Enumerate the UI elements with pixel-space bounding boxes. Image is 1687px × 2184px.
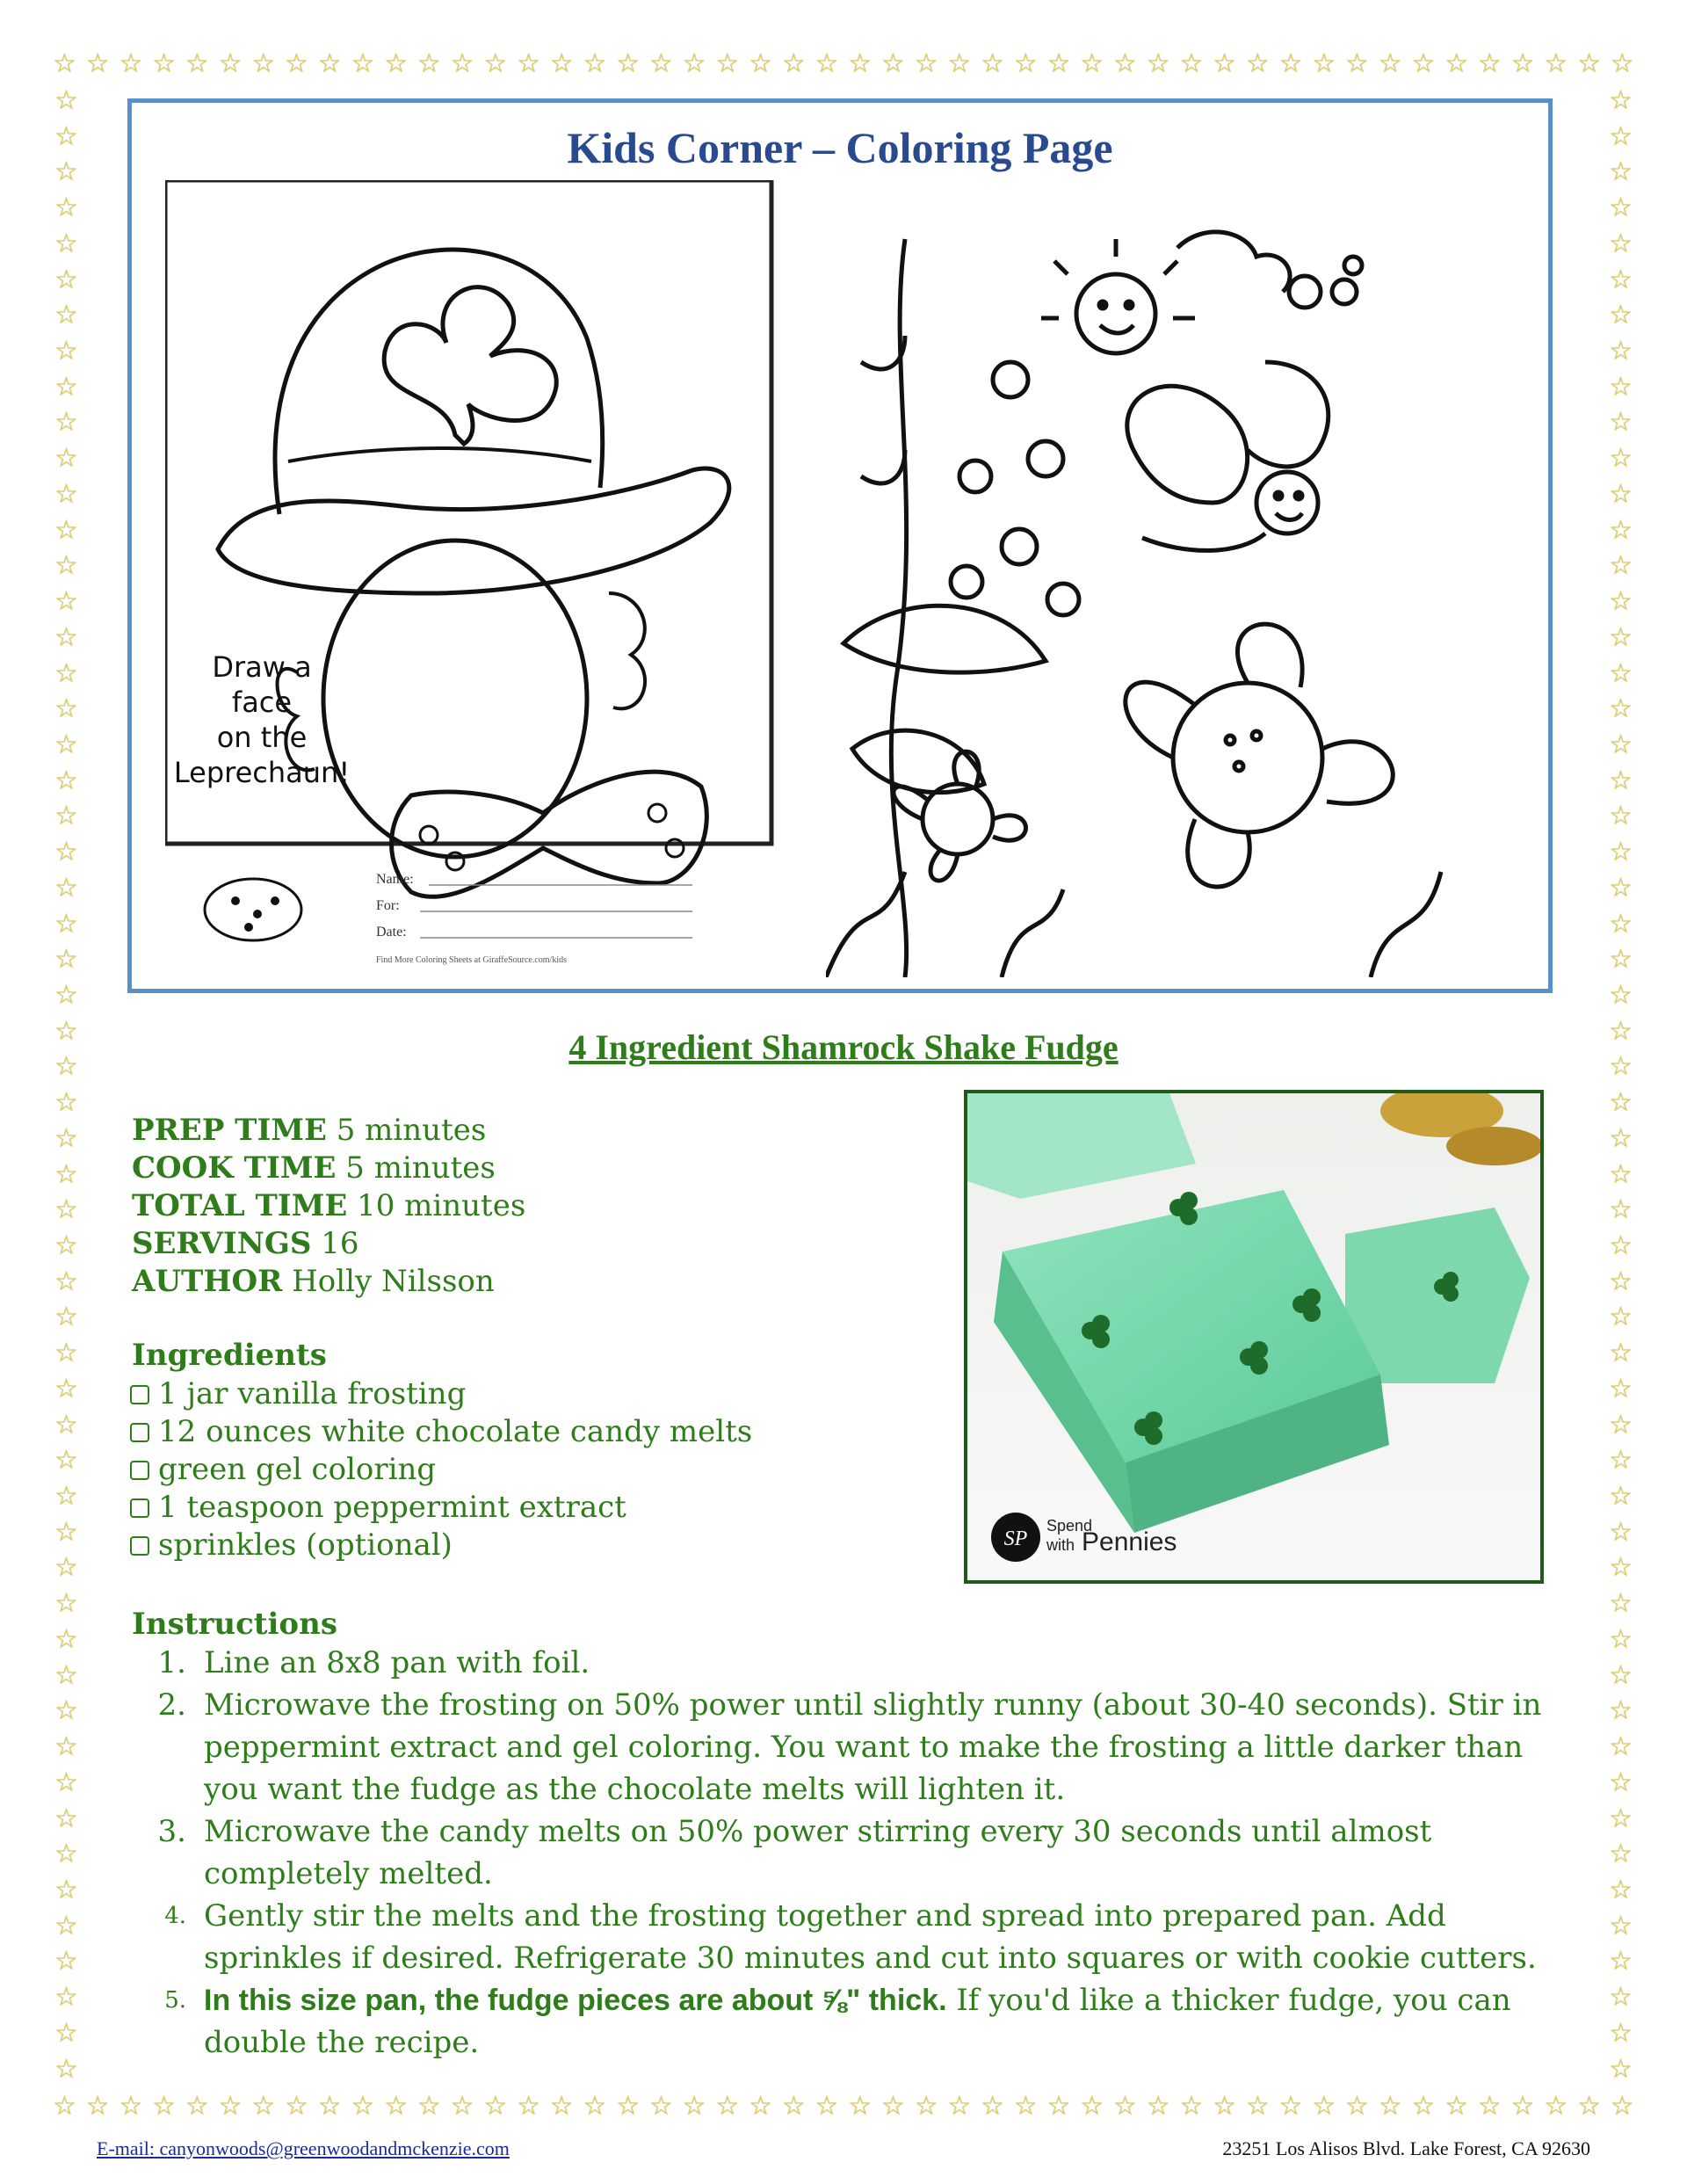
star-icon: ☆ — [1609, 1230, 1633, 1261]
leprechaun-caption-3: on the — [216, 721, 308, 754]
star-icon: ☆ — [1610, 2091, 1634, 2122]
star-icon: ☆ — [54, 1266, 78, 1297]
star-icon: ☆ — [781, 2091, 806, 2122]
star-icon: ☆ — [54, 979, 78, 1011]
ingredients-heading: Ingredients — [132, 1338, 327, 1373]
star-icon: ☆ — [450, 48, 474, 79]
star-icon: ☆ — [54, 944, 78, 976]
star-icon: ☆ — [1609, 1552, 1633, 1584]
star-icon: ☆ — [947, 2091, 972, 2122]
star-icon: ☆ — [54, 1659, 78, 1691]
star-icon: ☆ — [1609, 1445, 1633, 1477]
checkbox[interactable] — [130, 1385, 149, 1404]
star-icon: ☆ — [914, 48, 938, 79]
star-icon: ☆ — [1477, 48, 1502, 79]
star-icon: ☆ — [1609, 586, 1633, 618]
star-icon: ☆ — [715, 48, 740, 79]
kids-corner-box — [127, 98, 1553, 993]
star-icon: ☆ — [1013, 48, 1038, 79]
star-icon: ☆ — [1278, 2091, 1303, 2122]
star-icon: ☆ — [483, 2091, 508, 2122]
star-icon: ☆ — [1312, 48, 1336, 79]
meta-value: 5 minutes — [336, 1113, 487, 1148]
star-icon: ☆ — [1609, 729, 1633, 760]
star-icon: ☆ — [1510, 48, 1535, 79]
star-icon: ☆ — [1609, 336, 1633, 367]
star-icon: ☆ — [1609, 693, 1633, 725]
fudge-photo — [964, 1090, 1544, 1584]
star-icon: ☆ — [54, 336, 78, 367]
star-icon: ☆ — [1609, 1194, 1633, 1226]
star-icon: ☆ — [483, 48, 508, 79]
star-icon: ☆ — [1609, 1910, 1633, 1941]
star-icon: ☆ — [54, 693, 78, 725]
star-icon: ☆ — [1609, 1516, 1633, 1548]
star-icon: ☆ — [1609, 192, 1633, 224]
star-border-left — [54, 85, 78, 2085]
star-icon: ☆ — [549, 2091, 574, 2122]
step-number: 5. — [164, 1987, 186, 2013]
star-icon: ☆ — [54, 765, 78, 796]
meta-row-prep — [132, 1112, 525, 1150]
star-icon: ☆ — [285, 48, 308, 79]
star-icon: ☆ — [185, 48, 209, 79]
star-icon: ☆ — [1609, 908, 1633, 940]
star-icon: ☆ — [54, 156, 78, 188]
instruction-step — [132, 1684, 1555, 1810]
star-icon: ☆ — [54, 1409, 78, 1440]
ingredient-item — [130, 1413, 752, 1451]
star-icon: ☆ — [1609, 872, 1633, 903]
star-icon: ☆ — [1378, 48, 1402, 79]
star-icon: ☆ — [1609, 85, 1633, 116]
star-icon: ☆ — [616, 2091, 641, 2122]
ingredient-item — [130, 1489, 752, 1527]
leprechaun-caption-4: Leprechaun! — [173, 756, 351, 789]
star-icon: ☆ — [1609, 1266, 1633, 1297]
star-icon: ☆ — [517, 48, 540, 79]
star-icon: ☆ — [54, 443, 78, 475]
star-icon: ☆ — [1146, 2091, 1170, 2122]
star-icon: ☆ — [351, 48, 375, 79]
star-icon: ☆ — [384, 48, 409, 79]
step-rest-text: If you'd like a thicker fudge, you can double the recipe. — [204, 1983, 1511, 2060]
star-icon: ☆ — [1577, 2091, 1601, 2122]
star-icon: ☆ — [54, 1194, 78, 1226]
form-label-for: For: — [376, 898, 400, 913]
meta-row-total — [132, 1187, 525, 1225]
star-icon: ☆ — [54, 1230, 78, 1261]
footer-email-link[interactable]: E-mail: canyonwoods@greenwoodandmckenzie.com — [97, 2137, 510, 2159]
star-icon: ☆ — [1609, 621, 1633, 653]
leprechaun-coloring-sheet — [165, 180, 780, 971]
star-icon: ☆ — [616, 48, 641, 79]
star-icon: ☆ — [54, 192, 78, 224]
star-icon: ☆ — [1013, 2091, 1038, 2122]
star-icon: ☆ — [53, 48, 76, 79]
meta-label: PREP TIME — [132, 1113, 327, 1148]
star-icon: ☆ — [54, 729, 78, 760]
star-border-right — [1609, 85, 1633, 2085]
star-icon: ☆ — [682, 2091, 706, 2122]
star-icon: ☆ — [1609, 1623, 1633, 1655]
star-icon: ☆ — [54, 1552, 78, 1584]
star-icon: ☆ — [1411, 2091, 1436, 2122]
star-icon: ☆ — [218, 2091, 243, 2122]
star-icon: ☆ — [1213, 48, 1237, 79]
star-icon: ☆ — [1609, 1659, 1633, 1691]
star-icon: ☆ — [1245, 2091, 1270, 2122]
star-icon: ☆ — [54, 1015, 78, 1047]
star-icon: ☆ — [1577, 48, 1601, 79]
meta-label: TOTAL TIME — [132, 1188, 348, 1223]
star-icon: ☆ — [218, 48, 243, 79]
star-icon: ☆ — [317, 48, 342, 79]
watermark-line1: Spend — [1046, 1517, 1093, 1535]
step-text: Line an 8x8 pan with foil. — [204, 1645, 590, 1680]
star-icon: ☆ — [54, 1338, 78, 1369]
star-icon: ☆ — [119, 48, 143, 79]
star-icon: ☆ — [1609, 550, 1633, 582]
star-icon: ☆ — [54, 1481, 78, 1513]
star-icon: ☆ — [1378, 2091, 1402, 2122]
star-icon: ☆ — [1046, 48, 1071, 79]
meta-value: Holly Nilsson — [292, 1264, 495, 1299]
star-icon: ☆ — [185, 2091, 209, 2122]
star-icon: ☆ — [1609, 1302, 1633, 1333]
star-icon: ☆ — [1213, 2091, 1237, 2122]
recipe-meta — [132, 1112, 525, 1301]
star-icon: ☆ — [54, 837, 78, 868]
star-icon: ☆ — [1345, 48, 1369, 79]
star-icon: ☆ — [1609, 2053, 1633, 2085]
star-icon: ☆ — [1609, 1731, 1633, 1763]
star-icon: ☆ — [54, 1910, 78, 1941]
star-icon: ☆ — [54, 1946, 78, 1977]
star-icon: ☆ — [54, 1158, 78, 1190]
star-icon: ☆ — [749, 48, 772, 79]
star-icon: ☆ — [54, 264, 78, 295]
star-icon: ☆ — [317, 2091, 342, 2122]
star-icon: ☆ — [1609, 837, 1633, 868]
star-icon: ☆ — [1609, 1767, 1633, 1798]
star-icon: ☆ — [54, 300, 78, 331]
star-icon: ☆ — [1609, 1874, 1633, 1905]
star-icon: ☆ — [583, 48, 607, 79]
instruction-step — [132, 1895, 1555, 1979]
ingredient-text: 1 teaspoon peppermint extract — [158, 1490, 626, 1525]
star-icon: ☆ — [152, 2091, 177, 2122]
star-icon: ☆ — [1609, 478, 1633, 510]
meta-label: AUTHOR — [132, 1264, 283, 1299]
star-icon: ☆ — [416, 48, 441, 79]
star-icon: ☆ — [54, 550, 78, 582]
star-icon: ☆ — [54, 1731, 78, 1763]
star-icon: ☆ — [54, 228, 78, 259]
star-icon: ☆ — [54, 514, 78, 546]
star-icon: ☆ — [1609, 657, 1633, 689]
instructions-heading: Instructions — [132, 1607, 337, 1642]
star-icon: ☆ — [251, 48, 276, 79]
star-border-bottom — [53, 2093, 1634, 2120]
star-icon: ☆ — [1345, 2091, 1369, 2122]
star-icon: ☆ — [54, 1087, 78, 1119]
star-icon: ☆ — [54, 2017, 78, 2049]
ingredients-list — [130, 1375, 752, 1564]
step-bold-text: In this size pan, the fudge pieces are about ⅝" thick. — [204, 1984, 947, 2017]
star-icon: ☆ — [1609, 1051, 1633, 1083]
star-icon: ☆ — [1411, 48, 1436, 79]
meta-label: COOK TIME — [132, 1150, 337, 1186]
star-icon: ☆ — [1609, 1481, 1633, 1513]
ingredient-text: 1 jar vanilla frosting — [158, 1376, 467, 1411]
star-icon: ☆ — [648, 2091, 673, 2122]
star-icon: ☆ — [54, 801, 78, 832]
star-icon: ☆ — [54, 657, 78, 689]
step-text — [204, 1979, 1555, 2064]
star-icon: ☆ — [54, 1051, 78, 1083]
star-icon: ☆ — [152, 48, 177, 79]
star-icon: ☆ — [848, 2091, 872, 2122]
star-icon: ☆ — [54, 1767, 78, 1798]
star-icon: ☆ — [1444, 2091, 1469, 2122]
star-icon: ☆ — [1609, 944, 1633, 976]
star-icon: ☆ — [1609, 1015, 1633, 1047]
star-icon: ☆ — [947, 48, 972, 79]
star-icon: ☆ — [1609, 1695, 1633, 1727]
form-label-date: Date: — [376, 925, 407, 940]
star-icon: ☆ — [54, 1874, 78, 1905]
star-icon: ☆ — [1610, 48, 1634, 79]
star-icon: ☆ — [54, 1122, 78, 1154]
star-icon: ☆ — [1609, 1588, 1633, 1620]
checkbox[interactable] — [130, 1461, 149, 1480]
footer-address: 23251 Los Alisos Blvd. Lake Forest, CA 92630 — [1222, 2137, 1590, 2159]
star-icon: ☆ — [450, 2091, 474, 2122]
star-icon: ☆ — [1444, 48, 1469, 79]
star-icon: ☆ — [1609, 1158, 1633, 1190]
star-icon: ☆ — [54, 1839, 78, 1870]
star-icon: ☆ — [1080, 48, 1104, 79]
garden-coloring-sheet — [826, 186, 1498, 977]
star-icon: ☆ — [517, 2091, 540, 2122]
checkbox[interactable] — [130, 1498, 149, 1518]
meta-row-servings — [132, 1225, 525, 1263]
star-icon: ☆ — [981, 48, 1005, 79]
star-icon: ☆ — [54, 1695, 78, 1727]
checkbox[interactable] — [130, 1423, 149, 1442]
star-icon: ☆ — [880, 48, 905, 79]
star-icon: ☆ — [416, 2091, 441, 2122]
star-icon: ☆ — [848, 48, 872, 79]
star-icon: ☆ — [1609, 300, 1633, 331]
star-icon: ☆ — [54, 1302, 78, 1333]
step-number: 1. — [157, 1645, 186, 1680]
watermark-line2: with — [1046, 1536, 1075, 1554]
star-icon: ☆ — [1609, 407, 1633, 439]
star-icon: ☆ — [1609, 1946, 1633, 1977]
star-icon: ☆ — [1278, 48, 1303, 79]
star-icon: ☆ — [1609, 1087, 1633, 1119]
star-border-top — [53, 48, 1634, 79]
star-icon: ☆ — [1245, 48, 1270, 79]
star-icon: ☆ — [1609, 1982, 1633, 2013]
star-icon: ☆ — [54, 120, 78, 152]
star-icon: ☆ — [1080, 2091, 1104, 2122]
ingredient-item — [130, 1451, 752, 1489]
star-icon: ☆ — [1609, 371, 1633, 403]
star-icon: ☆ — [1146, 48, 1170, 79]
ingredient-item — [130, 1527, 752, 1564]
star-icon: ☆ — [749, 2091, 772, 2122]
star-icon: ☆ — [1179, 2091, 1204, 2122]
star-icon: ☆ — [54, 1803, 78, 1834]
star-icon: ☆ — [815, 2091, 839, 2122]
meta-label: SERVINGS — [132, 1226, 312, 1261]
star-icon: ☆ — [1609, 765, 1633, 796]
star-icon: ☆ — [549, 48, 574, 79]
checkbox[interactable] — [130, 1536, 149, 1556]
instructions-list — [132, 1642, 1555, 2064]
leprechaun-caption-2: face — [231, 686, 293, 719]
star-icon: ☆ — [1113, 48, 1137, 79]
recipe-title: 4 Ingredient Shamrock Shake Fudge — [568, 1027, 1119, 1067]
star-icon: ☆ — [85, 48, 110, 79]
star-icon: ☆ — [1113, 2091, 1137, 2122]
star-icon: ☆ — [1609, 156, 1633, 188]
star-icon: ☆ — [715, 2091, 740, 2122]
star-icon: ☆ — [54, 872, 78, 903]
star-icon: ☆ — [815, 48, 839, 79]
star-icon: ☆ — [54, 621, 78, 653]
star-icon: ☆ — [54, 85, 78, 116]
ingredient-item — [130, 1375, 752, 1413]
star-icon: ☆ — [880, 2091, 905, 2122]
star-icon: ☆ — [583, 2091, 607, 2122]
star-icon: ☆ — [54, 1445, 78, 1477]
kids-corner-title: Kids Corner – Coloring Page — [567, 123, 1113, 172]
star-icon: ☆ — [1609, 120, 1633, 152]
star-icon: ☆ — [1609, 801, 1633, 832]
meta-row-cook — [132, 1150, 525, 1187]
star-icon: ☆ — [1544, 48, 1568, 79]
star-icon: ☆ — [54, 1516, 78, 1548]
star-icon: ☆ — [53, 2091, 76, 2122]
star-icon: ☆ — [781, 48, 806, 79]
step-text: Microwave the frosting on 50% power until slightly runny (about 30-40 seconds). Stir in peppermint extract and gel coloring. You want to make the frosting a little darker than you want the fudge as the chocolate melts will lighten it. — [204, 1687, 1542, 1807]
star-icon: ☆ — [1477, 2091, 1502, 2122]
watermark-logo-text: SP — [1003, 1527, 1028, 1550]
meta-value: 10 minutes — [357, 1188, 526, 1223]
star-icon: ☆ — [1609, 514, 1633, 546]
star-icon: ☆ — [351, 2091, 375, 2122]
star-icon: ☆ — [54, 586, 78, 618]
star-icon: ☆ — [1544, 2091, 1568, 2122]
star-icon: ☆ — [1609, 2017, 1633, 2049]
step-number: 2. — [157, 1687, 186, 1723]
star-icon: ☆ — [914, 2091, 938, 2122]
star-icon: ☆ — [119, 2091, 143, 2122]
star-icon: ☆ — [54, 1373, 78, 1404]
star-icon: ☆ — [54, 478, 78, 510]
instruction-step — [132, 1979, 1555, 2064]
star-icon: ☆ — [981, 2091, 1005, 2122]
instruction-step — [132, 1642, 1555, 1684]
star-icon: ☆ — [54, 2053, 78, 2085]
instruction-step — [132, 1810, 1555, 1895]
star-icon: ☆ — [54, 1982, 78, 2013]
star-icon: ☆ — [1510, 2091, 1535, 2122]
star-icon: ☆ — [648, 48, 673, 79]
ingredient-text: green gel coloring — [158, 1452, 437, 1487]
watermark-brand: Pennies — [1082, 1527, 1177, 1556]
star-icon: ☆ — [1609, 264, 1633, 295]
step-number: 4. — [164, 1903, 186, 1929]
star-icon: ☆ — [682, 48, 706, 79]
star-icon: ☆ — [1609, 1122, 1633, 1154]
star-icon: ☆ — [54, 1588, 78, 1620]
meta-value: 5 minutes — [345, 1150, 496, 1186]
star-icon: ☆ — [1609, 979, 1633, 1011]
star-icon: ☆ — [1046, 2091, 1071, 2122]
star-icon: ☆ — [251, 2091, 276, 2122]
star-icon: ☆ — [54, 908, 78, 940]
star-icon: ☆ — [54, 407, 78, 439]
step-text: Gently stir the melts and the frosting together and spread into prepared pan. Add sprinkles if desired. Refrigerate 30 minutes and cut into squares or with cookie cutters. — [204, 1898, 1537, 1976]
star-icon: ☆ — [384, 2091, 409, 2122]
step-text: Microwave the candy melts on 50% power stirring every 30 seconds until almost completely melted. — [204, 1814, 1432, 1891]
star-icon: ☆ — [1609, 1839, 1633, 1870]
form-label-name: Name: — [376, 872, 414, 887]
star-icon: ☆ — [1312, 2091, 1336, 2122]
ingredient-text: sprinkles (optional) — [158, 1527, 453, 1563]
star-icon: ☆ — [54, 371, 78, 403]
dalmatian-logo-icon — [205, 879, 301, 940]
star-icon: ☆ — [85, 2091, 110, 2122]
star-icon: ☆ — [1179, 48, 1204, 79]
star-icon: ☆ — [54, 1623, 78, 1655]
leprechaun-caption-1: Draw a — [212, 650, 312, 684]
star-icon: ☆ — [1609, 1409, 1633, 1440]
step-number: 3. — [157, 1814, 186, 1849]
star-icon: ☆ — [1609, 1803, 1633, 1834]
star-icon: ☆ — [1609, 1338, 1633, 1369]
star-icon: ☆ — [1609, 1373, 1633, 1404]
star-icon: ☆ — [1609, 228, 1633, 259]
ingredient-text: 12 ounces white chocolate candy melts — [158, 1414, 753, 1449]
star-icon: ☆ — [285, 2091, 308, 2122]
meta-value: 16 — [321, 1226, 359, 1261]
form-footer-text: Find More Coloring Sheets at GiraffeSource.com/kids — [376, 955, 568, 965]
meta-row-author — [132, 1263, 525, 1301]
star-icon: ☆ — [1609, 443, 1633, 475]
